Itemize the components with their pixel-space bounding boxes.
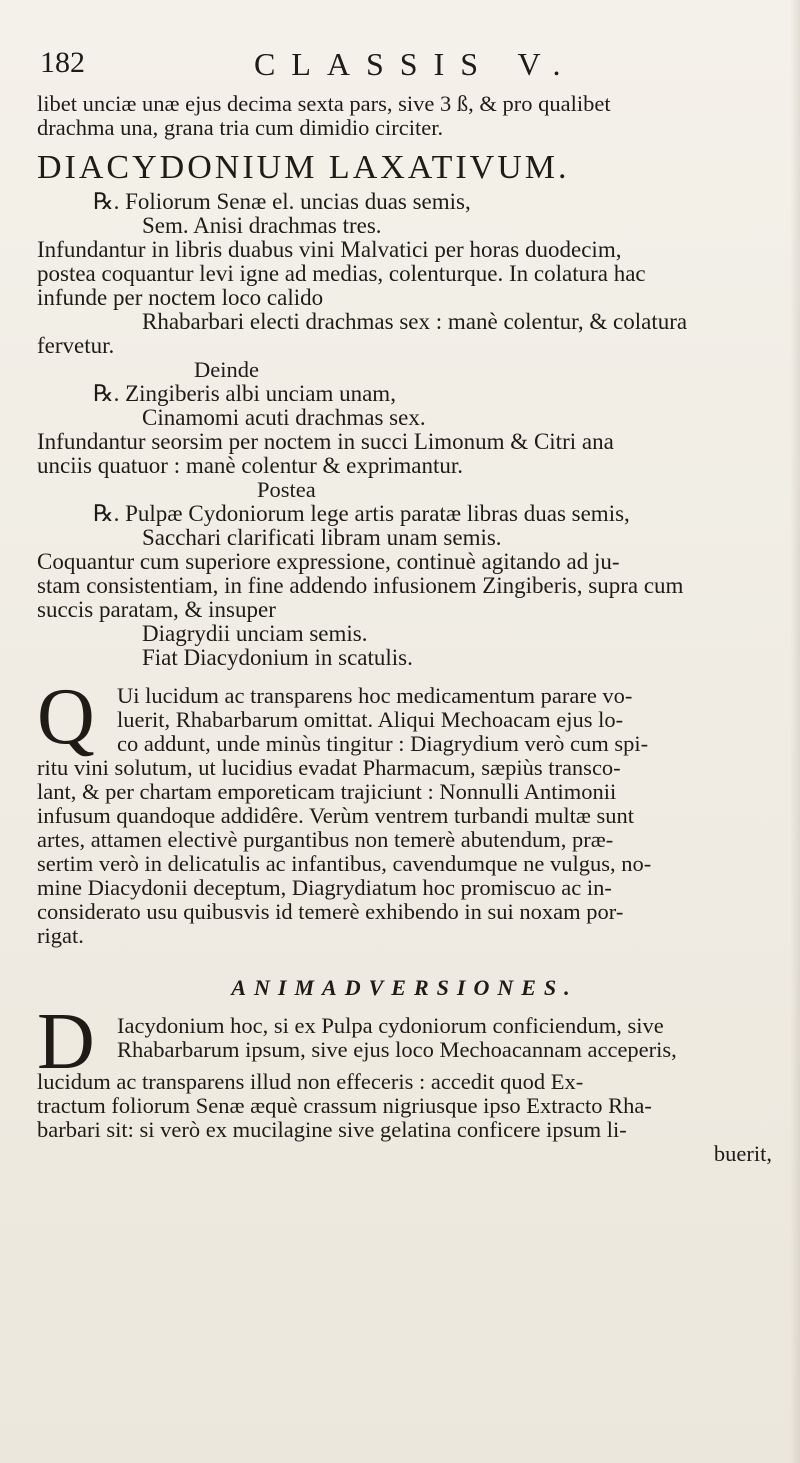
animadversiones-heading: ANIMADVERSIONES. [231, 975, 578, 1000]
recipe-line: ℞. Pulpæ Cydoniorum lege artis paratæ libras duas semis, [93, 501, 630, 526]
postea-label: Postea [257, 477, 316, 502]
running-head: CLASSIS V. [254, 46, 577, 82]
recipe-line: Sacchari clarificati libram unam semis. [142, 525, 502, 550]
commentary-line: co addunt, unde minùs tingitur : Diagrydium verò cum spi- [117, 731, 649, 756]
recipe-2 [37, 382, 772, 478]
recipe-line: Coquantur cum superiore expressione, continuè agitando ad ju- [37, 549, 620, 574]
commentary-line: lant, & per chartam emporeticam trajiciunt : Nonnulli Antimonii [37, 779, 617, 804]
recipe-3 [37, 502, 772, 670]
commentary-line: considerato usu quibusvis id temerè exhibendo in sui noxam por- [37, 899, 624, 924]
recipe-line: Infundantur in libris duabus vini Malvatici per horas duodecim, [37, 237, 622, 262]
animadversiones-paragraph [37, 998, 772, 1166]
recipe-line: Cinamomi acuti drachmas sex. [142, 405, 426, 430]
body-text [37, 92, 772, 1166]
commentary-line: ritu vini solutum, ut lucidius evadat Pharmacum, sæpiùs transco- [37, 755, 621, 780]
recipe-line: Rhabarbari electi drachmas sex : manè colentur, & colatura [142, 309, 688, 334]
commentary-line: artes, attamen electivè purgantibus non temerè abutendum, præ- [37, 827, 614, 852]
recipe-line: Fiat Diacydonium in scatulis. [142, 645, 413, 670]
deinde-label: Deinde [194, 357, 259, 382]
commentary-line: rigat. [37, 923, 84, 948]
recipe-line: unciis quatuor : manè colentur & exprimantur. [37, 453, 464, 478]
recipe-line: ℞. Foliorum Senæ el. uncias duas semis, [93, 189, 471, 214]
recipe-line: infunde per noctem loco calido [37, 285, 324, 310]
commentary-line: luerit, Rhabarbarum omittat. Aliqui Mechoacam ejus lo- [117, 707, 624, 732]
commentary-paragraph [37, 673, 772, 948]
intro-line-2: drachma una, grana tria cum dimidio circiter. [37, 115, 444, 140]
recipe-line: ℞. Zingiberis albi unciam unam, [93, 381, 396, 406]
animadversiones-line: Rhabarbarum ipsum, sive ejus loco Mechoacannam acceperis, [117, 1037, 677, 1062]
animadversiones-line: lucidum ac transparens illud non effeceris : accedit quod Ex- [37, 1069, 584, 1094]
commentary-line: Ui lucidum ac transparens hoc medicamentum parare vo- [117, 683, 633, 708]
intro-line-1: libet unciæ unæ ejus decima sexta pars, sive 3 ß, & pro qualibet [37, 91, 611, 116]
recipe-line: Sem. Anisi drachmas tres. [142, 213, 382, 238]
page-edge-shadow [790, 0, 800, 1463]
drop-cap: D [37, 998, 95, 1086]
animadversiones-line: barbari sit: si verò ex mucilagine sive gelatina conficere ipsum li- [37, 1117, 627, 1142]
animadversiones-line: tractum foliorum Senæ æquè crassum nigriusque ipso Extracto Rha- [37, 1093, 652, 1118]
recipe-line: postea coquantur levi igne ad medias, colenturque. In colatura hac [37, 261, 646, 286]
catchword: buerit, [713, 1141, 772, 1166]
commentary-line: infusum quandoque addidêre. Verùm ventrem turbandi multæ sunt [37, 803, 634, 828]
drop-cap: Q [37, 673, 95, 761]
section-title: DIACYDONIUM LAXATIVUM. [37, 149, 570, 186]
page-header [40, 46, 760, 86]
commentary-line: mine Diacydonii deceptum, Diagrydiatum hoc promiscuo ac in- [37, 875, 612, 900]
page-number: 182 [40, 46, 85, 79]
recipe-line: Diagrydii unciam semis. [142, 621, 368, 646]
recipe-1 [37, 190, 772, 358]
recipe-line: succis paratam, & insuper [37, 597, 276, 622]
recipe-line: fervetur. [37, 333, 115, 358]
recipe-line: Infundantur seorsim per noctem in succi Limonum & Citri ana [37, 429, 614, 454]
recipe-line: stam consistentiam, in fine addendo infusionem Zingiberis, supra cum [37, 573, 684, 598]
animadversiones-line: Iacydonium hoc, si ex Pulpa cydoniorum conficiendum, sive [117, 1013, 664, 1038]
commentary-line: sertim verò in delicatulis ac infantibus, cavendumque ne vulgus, no- [37, 851, 652, 876]
